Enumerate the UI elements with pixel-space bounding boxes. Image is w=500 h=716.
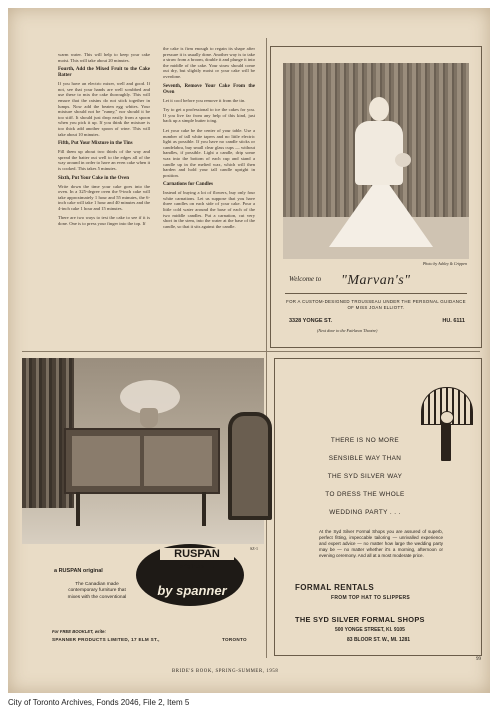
sideboard-leg xyxy=(202,492,206,526)
syd-headline-1: THERE IS NO MORE xyxy=(330,437,400,444)
syd-headline-2: SENSIBLE WAY THAN xyxy=(328,455,402,462)
article-paragraph: Let it cool before you remove it from the tin. xyxy=(163,97,246,103)
column-divider xyxy=(266,38,267,658)
formal-rentals-heading: FORMAL RENTALS xyxy=(295,583,375,592)
spanner-city: TORONTO xyxy=(222,637,247,642)
article-paragraph: Instead of buying a lot of flowers, buy only four white carnations. Let us suppose that you have three candles on each side of your cake. Pour a little cold water around the base of each of the two middle candles. Put a carnation, cut very short in the stem, into the water at the base of the candle, so that it sits against the candle. xyxy=(163,190,255,229)
syd-headline-3: THE SYD SILVER WAY xyxy=(327,473,403,480)
article-subheading: Fifth, Put Your Mixture in the Tins xyxy=(58,141,133,147)
marvans-location-note: (Next door to the Fairlawn Theatre) xyxy=(317,328,378,333)
article-paragraph: Let your cake be the center of your table. Use a number of tall white tapers and no little electric light as possible. If you have no candle sticks or candelabra, buy small clear glass cups — without handles, if possible. Light a candle, drip some wax into the bottom of each cup and stand a candle up in the melted wax, which will then harden and hold your tall candle upright in position. xyxy=(163,127,255,178)
page-number: 99 xyxy=(476,657,481,662)
marvans-logo-name: "Marvan's" xyxy=(341,273,411,288)
booklet-offer: For FREE BOOKLET, write: xyxy=(52,629,106,634)
ruspan-brand: RUSPAN xyxy=(160,548,234,560)
section-divider xyxy=(22,351,480,352)
magazine-page xyxy=(8,8,490,693)
sideboard-door-left xyxy=(72,436,140,486)
bride-photo xyxy=(283,63,469,259)
article-subheading: Carnations for Candles xyxy=(163,182,213,188)
article-subheading: Sixth, Put Your Cake in the Oven xyxy=(58,175,129,181)
article-paragraph: There are two ways to test the cake to see if it is done. One is to press your finger into the top. If xyxy=(58,215,150,227)
syd-silver-ad xyxy=(274,358,482,656)
bouquet xyxy=(395,153,411,167)
gentleman-figure xyxy=(441,421,451,461)
spanner-description: The Canadian made contemporary furniture that mixes with the conventional xyxy=(67,582,127,600)
bride-head xyxy=(369,97,389,121)
article-paragraph: If you have an electric mixer, well and good. If not, see that your hands are well scrubbed and use these to mix the cake thoroughly. This will ensure that the raisins do not stick together in lumps. Now add the beaten egg whites. Your mixture should not be "runny," nor should it be too stiff. It should just drop easily from a spoon when you pick it up. If you think the mixture is too thick add another spoon of wine. This will take about 10 minutes. xyxy=(58,81,150,137)
marvans-description: FOR A CUSTOM-DESIGNED TROUSSEAU UNDER THE PERSONAL GUIDANCE OF MISS JOAN ELLIOTT. xyxy=(286,299,466,310)
marvans-ad xyxy=(270,46,482,348)
article-paragraph: Fill them up about two thirds of the way and spread the batter out well to the edges all of the way around in order to have an even cake when it is cooked. This takes 5 minutes. xyxy=(58,149,150,171)
sideboard-door-right xyxy=(144,436,212,486)
top-hat-slogan: FROM TOP HAT TO SLIPPERS xyxy=(331,595,411,601)
syd-shops-name: THE SYD SILVER FORMAL SHOPS xyxy=(295,615,425,624)
marvans-rule xyxy=(285,293,467,294)
article-subheading: Seventh, Remove Your Cake From the Oven xyxy=(163,83,255,95)
ruspan-subtitle: originals . . . xyxy=(179,564,215,570)
spanner-wordmark: by spanner xyxy=(157,583,227,598)
sideboard xyxy=(64,428,220,494)
article-paragraph: Try to get a professional to ice the cakes for you. If you live far from any help of this kind, just back up a simple butter icing. xyxy=(163,107,255,124)
marvans-address: 3328 YONGE ST. xyxy=(289,318,333,324)
gentleman-head xyxy=(440,411,454,424)
article-column-2 xyxy=(163,46,255,233)
photo-code: SZ-1 xyxy=(250,546,258,551)
article-subheading: Fourth, Add the Mixed Fruit to the Cake Batter xyxy=(58,67,150,79)
spanner-tagline: a RUSPAN original xyxy=(54,568,103,574)
bride-figure xyxy=(355,121,403,185)
sideboard-leg xyxy=(76,492,80,526)
magazine-footer: BRIDE'S BOOK, SPRING-SUMMER, 1958 xyxy=(172,669,279,674)
syd-headline-5: WEDDING PARTY . . . xyxy=(329,509,401,516)
marvans-phone: HU. 6111 xyxy=(442,318,465,324)
article-paragraph: the cake is firm enough to regain its shape after pressure it is usually done. Another way is to take a straw from a broom, double it and plunge it into the middle of the cake. Your straw should come out dry, but slightly moist or your cake will be overdone. xyxy=(163,46,255,79)
chair xyxy=(228,412,272,520)
welcome-text: Welcome to xyxy=(289,275,322,283)
archive-caption: City of Toronto Archives, Fonds 2046, File 2, Item 5 xyxy=(8,698,190,707)
article-column-1 xyxy=(58,52,150,231)
article-paragraph: warm water. This will help to keep your cake moist. This will take about 20 minutes. xyxy=(58,52,150,63)
syd-address-2: 83 BLOOR ST. W., MI. 1281 xyxy=(347,637,411,643)
vase xyxy=(140,408,158,428)
syd-headline-4: TO DRESS THE WHOLE xyxy=(325,491,405,498)
furniture-photo xyxy=(22,358,264,551)
syd-body-text: At the Syd Silver Formal Shops you are assured of superb, perfect fitting, impeccable tailoring — unrivalled experience and expert advice — no matter how large the wedding party may be — no matter whether it's a morning, afternoon or evening ceremony. And all at a most moderate price. xyxy=(319,529,443,558)
syd-address-1: 500 YONGE STREET, KI. 9105 xyxy=(335,627,405,633)
photo-credit: Photo by Ashley & Crippen xyxy=(422,261,467,266)
spanner-company: SPANNER PRODUCTS LIMITED, 17 ELM ST., xyxy=(52,637,160,642)
article-paragraph: Write down the time your cake goes into the oven. In a 325-degree oven the 9-inch cake will take approximately 1 hour and 55 minutes, the 6-inch cake will take 1 hour and 40 minutes and the 4-inch cake 1 hour and 15 minutes. xyxy=(58,183,150,211)
